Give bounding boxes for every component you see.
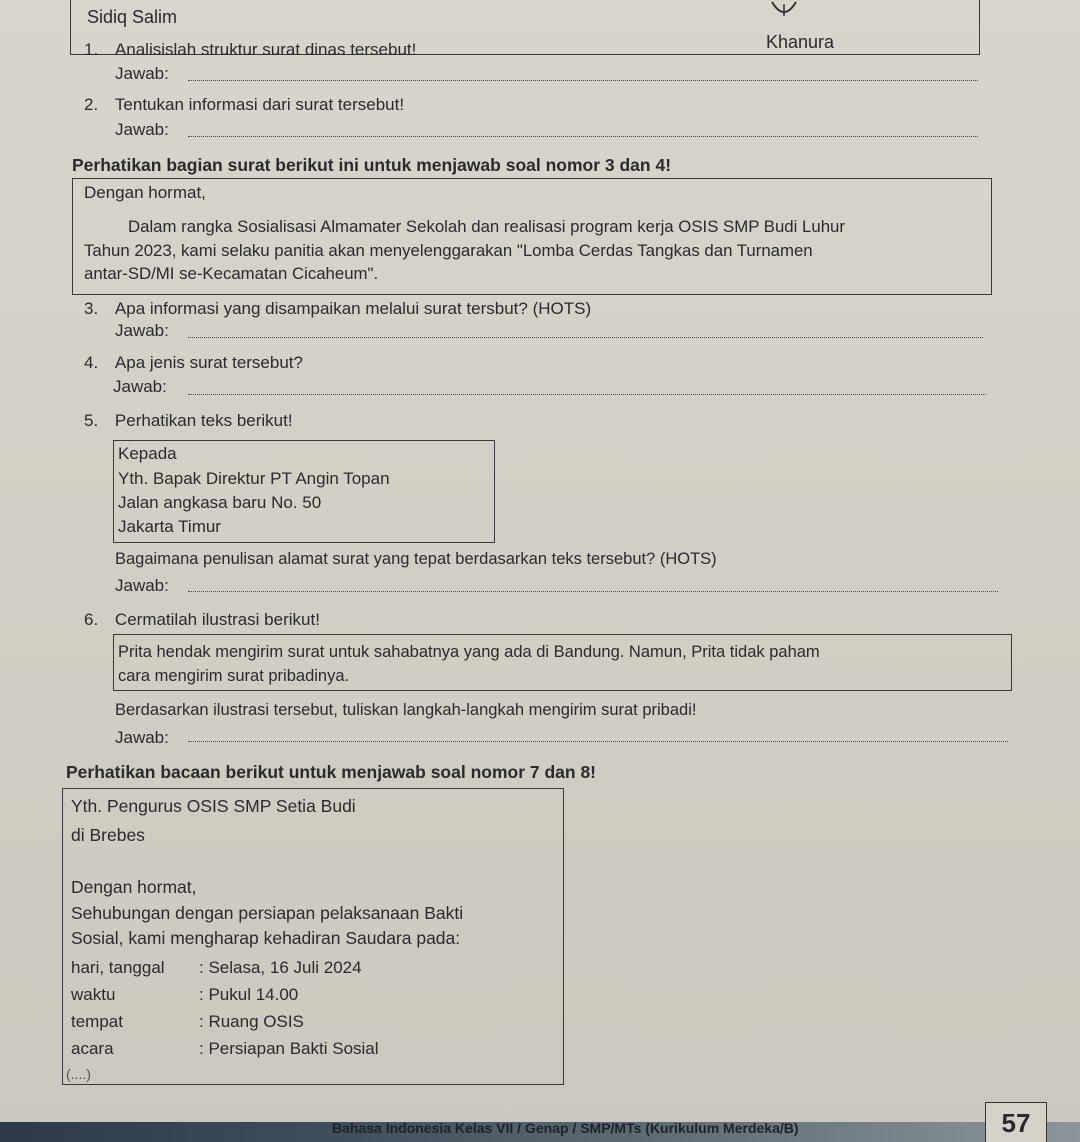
illustration-line: cara mengirim surat pribadinya. — [118, 667, 350, 685]
question-5 — [84, 410, 293, 431]
answer-line-3[interactable] — [188, 337, 983, 338]
detail-label: tempat — [71, 1012, 123, 1031]
address-line: Yth. Bapak Direktur PT Angin Topan — [118, 469, 390, 488]
question-number: 6. — [84, 610, 99, 629]
detail-label: hari, tanggal — [71, 958, 165, 977]
detail-value: : Selasa, 16 Juli 2024 — [199, 958, 362, 977]
detail-value: : Pukul 14.00 — [199, 985, 299, 1004]
detail-label: waktu — [71, 985, 116, 1004]
address-line: Jakarta Timur — [118, 517, 221, 536]
answer-label: Jawab: — [115, 728, 169, 747]
excerpt-line: antar-SD/MI se-Kecamatan Cicaheum". — [84, 264, 379, 283]
question-text: Analisislah struktur surat dinas tersebut! — [114, 40, 417, 59]
answer-line-2[interactable] — [188, 136, 978, 137]
detail-label: acara — [71, 1039, 114, 1058]
letter-recipient: Yth. Pengurus OSIS SMP Setia Budi — [71, 796, 356, 816]
address-line: Jalan angkasa baru No. 50 — [118, 493, 322, 512]
question-text: Apa jenis surat tersebut? — [114, 353, 303, 372]
answer-label: Jawab: — [115, 120, 169, 139]
letter-ellipsis: (....) — [66, 1066, 91, 1082]
question-number: 1. — [84, 40, 99, 59]
illustration-line: Prita hendak mengirim surat untuk sahabatnya yang ada di Bandung. Namun, Prita tidak paham — [118, 643, 820, 661]
question-6-text: Berdasarkan ilustrasi tersebut, tuliskan langkah-langkah mengirim surat pribadi! — [115, 701, 697, 719]
question-3 — [84, 298, 591, 319]
question-number: 5. — [84, 411, 99, 430]
page-number: 57 — [985, 1102, 1047, 1142]
excerpt-greeting: Dengan hormat, — [84, 183, 206, 202]
student-name: Sidiq Salim — [87, 7, 178, 27]
answer-label: Jawab: — [115, 321, 169, 340]
answer-label: Jawab: — [115, 576, 169, 595]
instruction-7-8: Perhatikan bacaan berikut untuk menjawab soal nomor 7 dan 8! — [66, 762, 596, 782]
question-1 — [84, 39, 416, 60]
answer-label: Jawab: — [115, 64, 169, 83]
question-2 — [84, 94, 404, 115]
address-line: Kepada — [118, 444, 177, 463]
logo-icon — [768, 0, 800, 20]
answer-label: Jawab: — [113, 377, 167, 396]
question-text: Perhatikan teks berikut! — [114, 411, 293, 430]
question-text: Cermatilah ilustrasi berikut! — [114, 610, 320, 629]
detail-value: : Persiapan Bakti Sosial — [199, 1039, 379, 1058]
excerpt-line: Dalam rangka Sosialisasi Almamater Sekolah dan realisasi program kerja OSIS SMP Budi Luhur — [128, 217, 845, 236]
letter-body-line: Sehubungan dengan persiapan pelaksanaan Bakti — [71, 903, 464, 923]
answer-line-4[interactable] — [188, 394, 986, 395]
answer-line-1[interactable] — [188, 80, 978, 81]
letter-body-line: Sosial, kami mengharap kehadiran Saudara pada: — [71, 928, 461, 948]
question-text: Tentukan informasi dari surat tersebut! — [114, 95, 405, 114]
question-number: 4. — [84, 353, 99, 372]
letter-greeting: Dengan hormat, — [71, 877, 197, 897]
question-text: Apa informasi yang disampaikan melalui surat tersbut? (HOTS) — [114, 299, 592, 318]
answer-line-5[interactable] — [188, 591, 998, 592]
question-number: 3. — [84, 299, 99, 318]
question-6 — [84, 609, 320, 630]
letter-recipient-location: di Brebes — [71, 825, 145, 845]
answer-line-6[interactable] — [188, 741, 1008, 742]
excerpt-line: Tahun 2023, kami selaku panitia akan menyelenggarakan "Lomba Cerdas Tangkas dan Turnamen — [84, 241, 813, 260]
school-name: Khanura — [766, 32, 835, 52]
question-4 — [84, 352, 303, 373]
question-number: 2. — [84, 95, 99, 114]
instruction-3-4: Perhatikan bagian surat berikut ini untuk menjawab soal nomor 3 dan 4! — [72, 155, 672, 175]
question-5-text: Bagaimana penulisan alamat surat yang tepat berdasarkan teks tersebut? (HOTS) — [115, 550, 717, 568]
book-title: Bahasa Indonesia Kelas VII / Genap / SMP/MTs (Kurikulum Merdeka/B) — [332, 1120, 799, 1136]
detail-value: : Ruang OSIS — [199, 1012, 304, 1031]
